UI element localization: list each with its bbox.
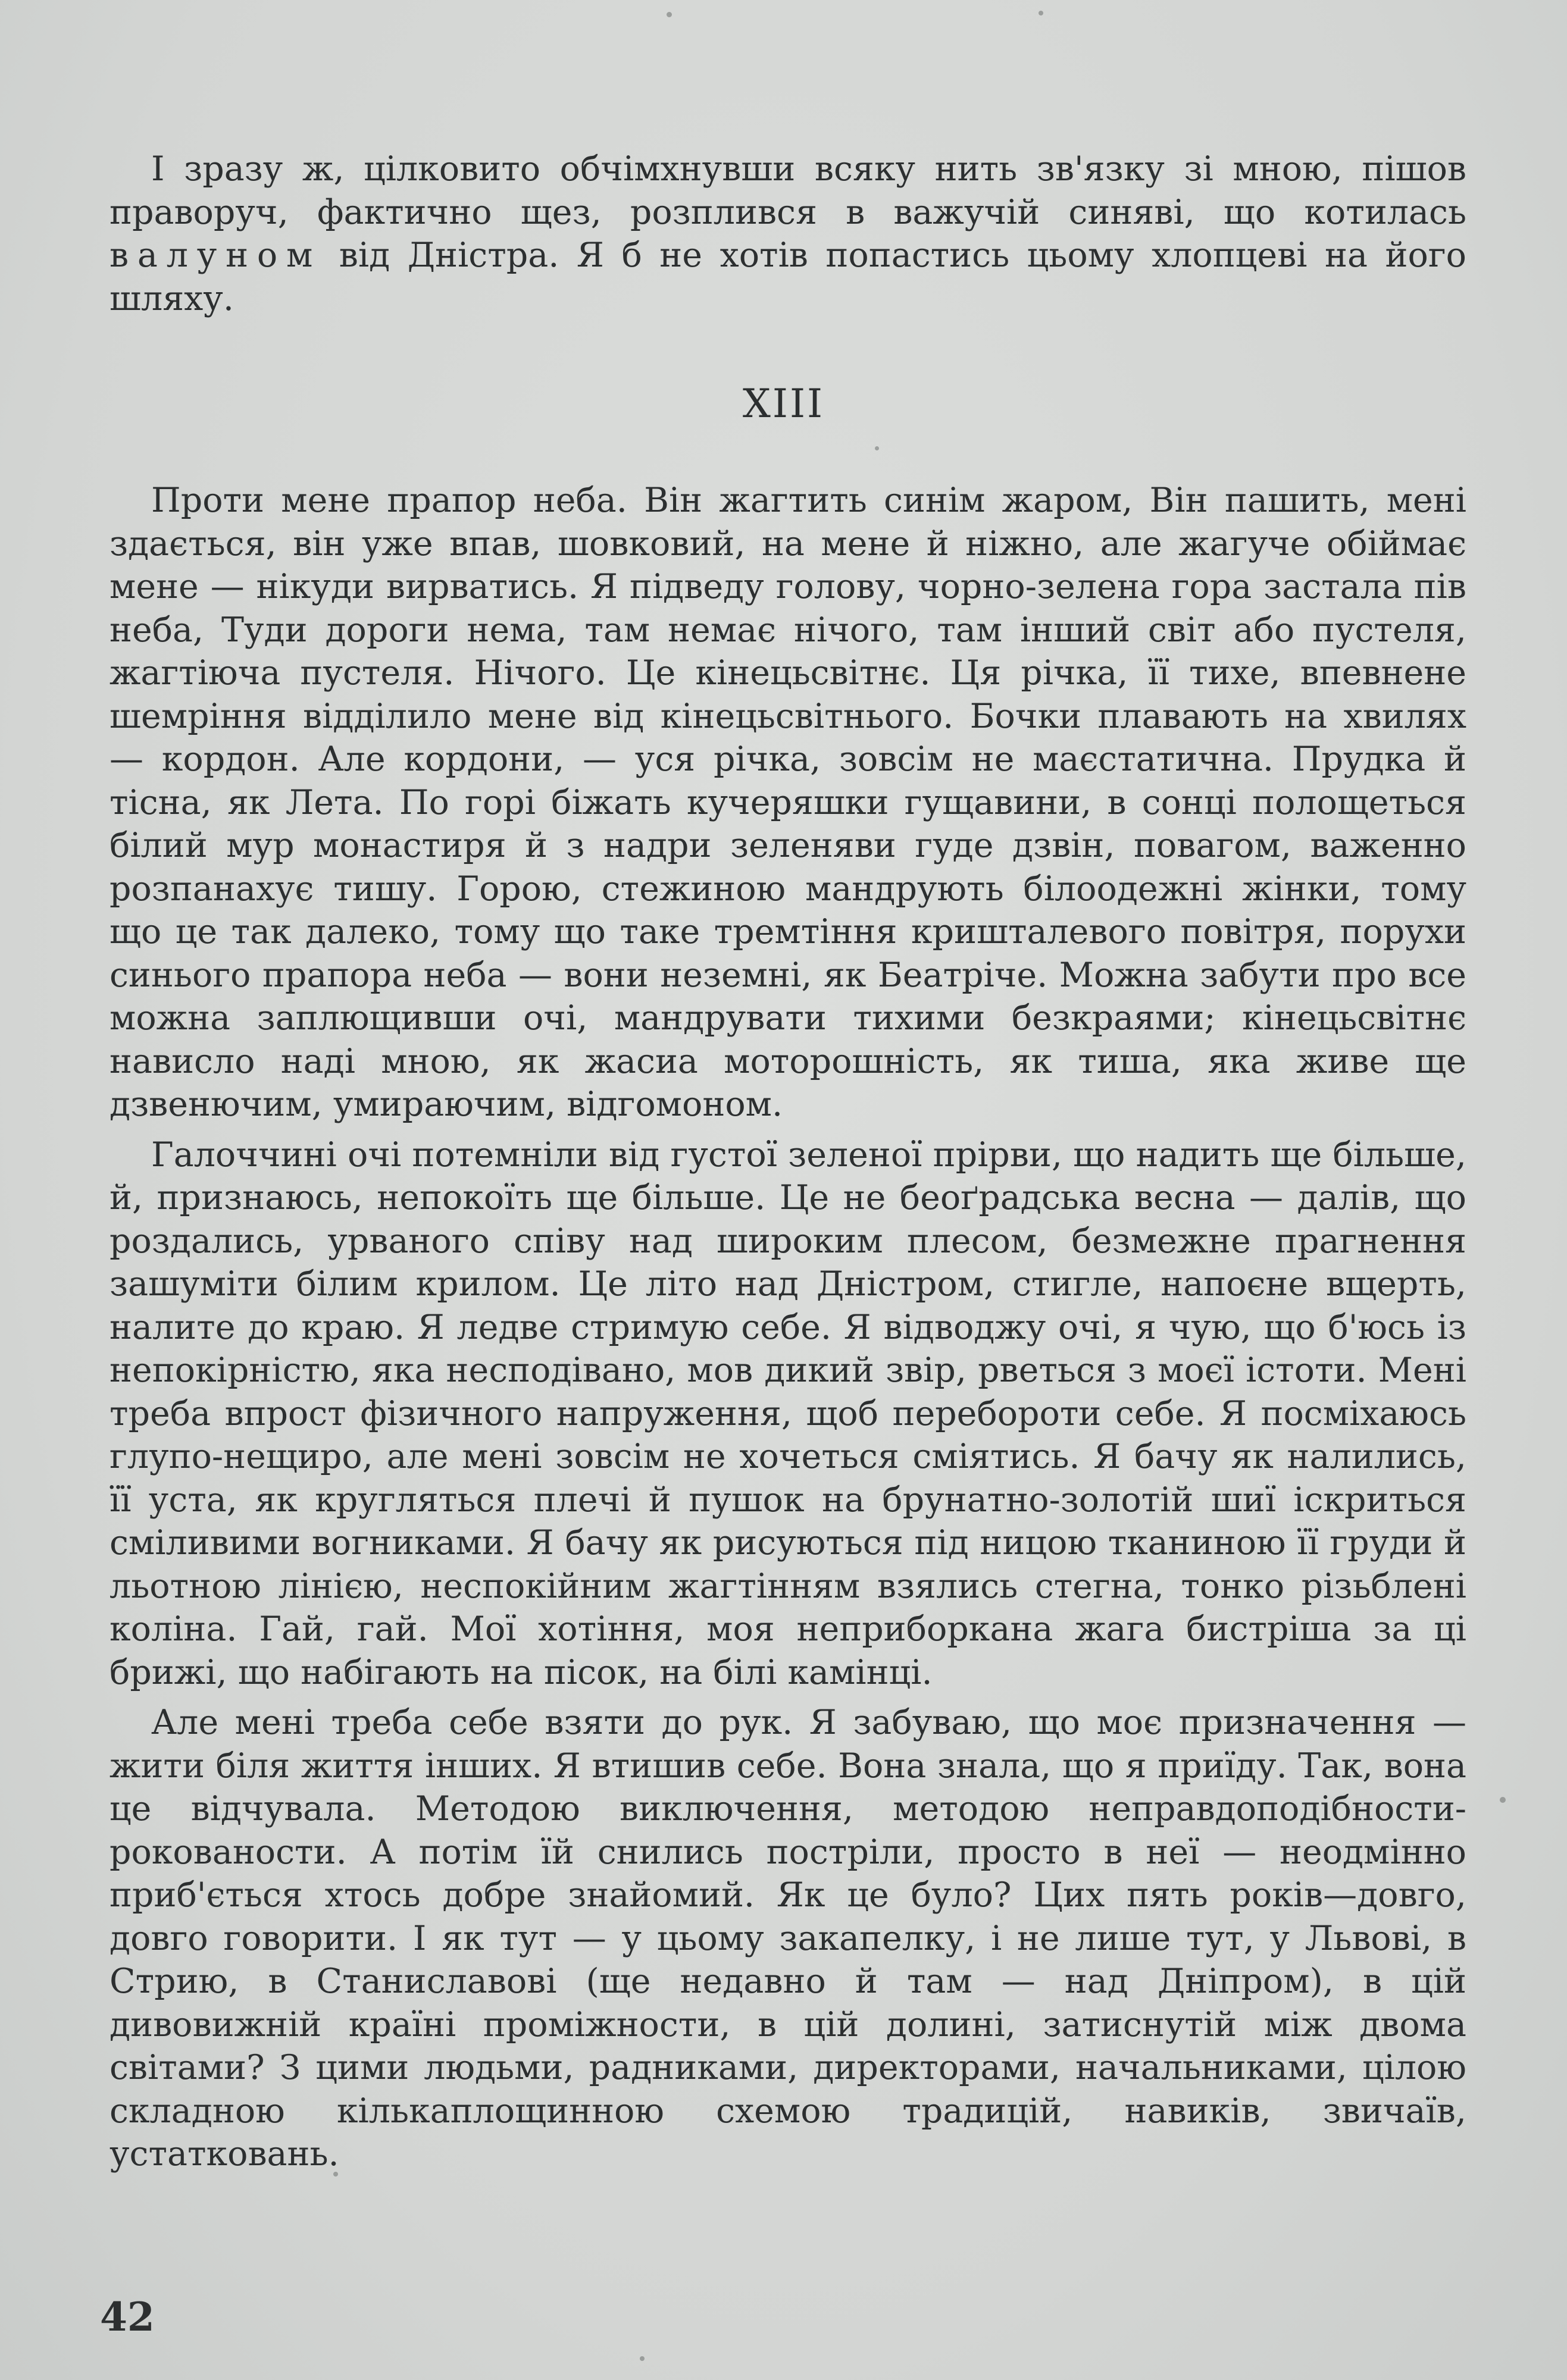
page-number: 42 [100,2294,155,2340]
intro-text-after: від Дністра. Я б не хотів попастись цьому хлопцеві на його шляху. [110,236,1466,318]
intro-text-spaced: валуном [110,236,322,275]
intro-text-before: І зразу ж, цілковито обчімхнувши всяку нить зв'язку зі мною, пішов праворуч, фактично щез, розплився в важучій синяві, що котилась [110,149,1466,232]
paragraph: Але мені треба себе взяти до рук. Я забуваю, що моє призначення — жити біля життя інших. Я втишив себе. Вона знала, що я приїду. Так, вона це відчувала. Методою виключення, методою неправдоподібностирокованости. А потім їй снились постріли, просто в неї — неодмінно приб'ється хтось добре знайомий. Як це було? Цих пять років—довго, довго говорити. І як тут — у цьому закапелку, і не лише тут, у Львові, в Стрию, в Станиславові (ще недавно й там — над Дніпром), в цій дивовижній країні проміжности, в цій долині, затиснутій між двома світами? З цими людьми, радниками, директорами, начальниками, цілою складною кількаплощинною схемою традицій, навиків, звичаїв, устатковань. [110,1703,1466,2174]
speck [640,2356,645,2361]
speck [1039,11,1043,15]
chapter-body [110,479,1466,2176]
intro-text [110,148,1466,320]
paragraph: Проти мене прапор неба. Він жагтить синім жаром, Він пашить, мені здається, він уже впав, шовковий, на мене й ніжно, але жагуче обіймає мене — нікуди вирватись. Я підведу голову, чорно-зелена гора застала пів неба, Туди дороги нема, там немає нічого, там інший світ або пустеля, жагтіюча пустеля. Нічого. Це кінецьсвітнє. Ця річка, її тихе, впевнене шемріння відділило мене від кінецьсвітнього. Бочки плавають на хвилях — кордон. Але кордони, — уся річка, зовсім не маєстатична. Прудка й тісна, як Лета. По горі біжать кучеряшки гущавини, в сонці полощеться білий мур монастиря й з надри зеленяви гуде дзвін, повагом, важенно розпанахує тишу. Горою, стежиною мандрують білоодежні жінки, тому що це так далеко, тому що таке тремтіння кришталевого повітря, порухи синього прапора неба — вони неземні, як Беатріче. Можна забути про все можна заплющивши очі, мандрувати тихими безкраями; кінецьсвітнє нависло наді мною, як жасиа моторошність, як тиша, яка живе ще дзвенючим, умираючим, відгомоном. [110,481,1466,1124]
speck [875,446,879,450]
intro-paragraph [110,148,1466,320]
chapter-title: XIII [742,381,825,427]
speck [667,12,672,17]
paragraph: Галоччині очі потемніли від густої зеленої прірви, що надить ще більше, й, признаюсь, непокоїть ще більше. Це не беоґрадська весна — далів, що роздались, урваного співу над широким плесом, безмежне прагнення зашуміти білим крилом. Це літо над Дністром, стигле, напоєне вщерть, налите до краю. Я ледве стримую себе. Я відводжу очі, я чую, що б'юсь із непокірністю, яка несподівано, мов дикий звір, рветься з моєї істоти. Мені треба впрост фізичного напруження, щоб перебороти себе. Я посміхаюсь глупо-нещиро, але мені зовсім не хочеться сміятись. Я бачу як налились, її уста, як кругляться плечі й пушок на брунатно-золотій шиї іскриться сміливими вогниками. Я бачу як рисуються під ницою тканиною її груди й льотною лінією, неспокійним жагтінням взялись стегна, тонко різьблені коліна. Гай, гай. Мої хотіння, моя неприборкана жага бистріша за ці брижі, що набігають на пісок, на білі камінці. [110,1135,1466,1692]
speck [1500,1797,1506,1803]
